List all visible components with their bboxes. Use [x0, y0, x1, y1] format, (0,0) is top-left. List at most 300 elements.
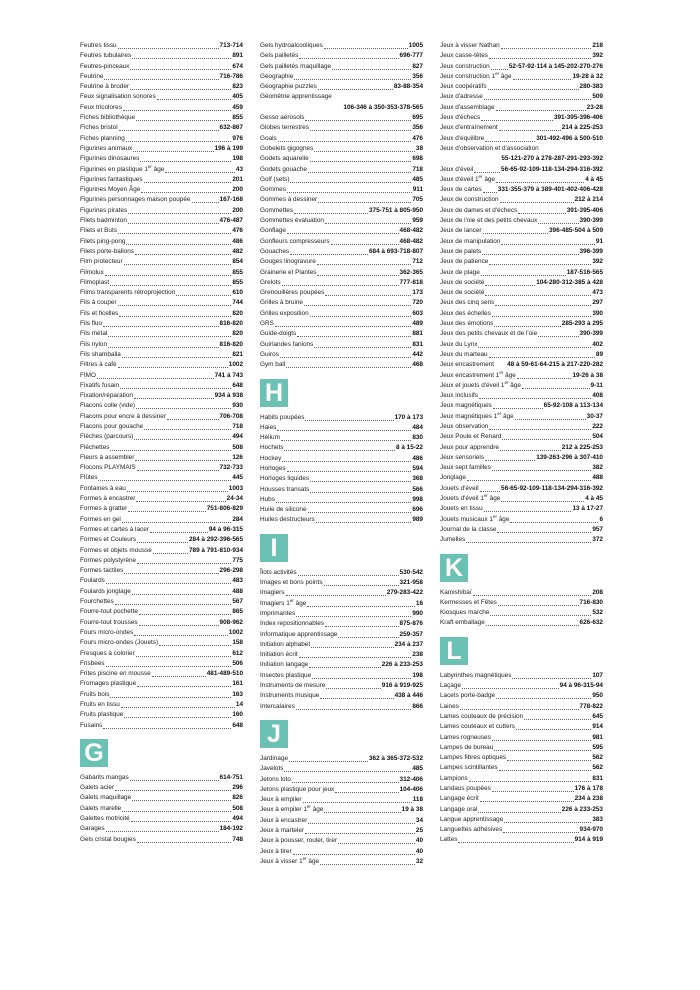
- entry-term: Hélium: [260, 434, 280, 442]
- entry-pages: 396-485-504 à 509: [548, 227, 603, 235]
- index-entry: [80, 638, 243, 648]
- entry-term: Filets et Buts: [80, 227, 117, 235]
- index-entry: [260, 495, 423, 505]
- index-entry: [80, 329, 243, 339]
- entry-term: Jeux inclusifs: [440, 392, 479, 400]
- entry-term: Films transparents rétroprojection: [80, 289, 176, 297]
- entry-pages: 52-57-92-114 à 145-202-270-276: [508, 62, 603, 70]
- entry-pages: 106-346 à 350-353-378-565: [343, 103, 423, 111]
- leader-dots: [500, 195, 574, 203]
- entry-term: Labyrinthes magnétiques: [440, 671, 512, 679]
- index-entry: [440, 432, 603, 442]
- leader-dots: [308, 165, 411, 173]
- entry-pages: 158: [232, 639, 243, 647]
- index-entry: [260, 72, 423, 82]
- index-entry: [260, 578, 423, 588]
- leader-dots: [501, 41, 592, 49]
- index-entry: [260, 113, 423, 123]
- entry-pages: 445: [232, 474, 243, 482]
- leader-dots: [299, 650, 412, 658]
- entry-term: Filets badminton: [80, 217, 127, 225]
- entry-pages: 696-777: [399, 52, 423, 60]
- leader-dots: [309, 660, 380, 668]
- entry-pages: 488: [592, 474, 603, 482]
- index-entry: [440, 72, 603, 82]
- entry-pages: 226 à 233-253: [561, 805, 603, 813]
- entry-term: Jeux Poule et Renard: [440, 433, 502, 441]
- leader-dots: [290, 175, 411, 183]
- entry-term: Gommettes évaluation: [260, 217, 324, 225]
- entry-term: Godets aquarelle: [260, 155, 309, 163]
- leader-dots: [139, 607, 231, 615]
- leader-dots: [462, 681, 559, 689]
- index-entry: [440, 743, 603, 753]
- entry-pages: 713-714: [219, 42, 243, 49]
- index-entry: [80, 443, 243, 453]
- entry-pages: 718: [232, 422, 243, 430]
- index-entry: [80, 504, 243, 514]
- leader-dots: [165, 165, 235, 173]
- entry-pages: 751-806-829: [206, 505, 243, 513]
- leader-dots: [307, 599, 415, 607]
- index-entry: [440, 237, 603, 247]
- index-entry: [260, 298, 423, 308]
- entry-term: Jeux casse-têtes: [440, 52, 488, 60]
- leader-dots: [134, 628, 228, 636]
- entry-pages: 279-283-422: [386, 589, 423, 597]
- index-entry: [80, 793, 243, 803]
- index-entry: [80, 618, 243, 628]
- entry-term: Imprimantes: [260, 609, 296, 617]
- index-entry: [80, 216, 243, 226]
- entry-term: Filmoplast: [80, 278, 110, 286]
- entry-term: Jeux de société: [440, 289, 485, 297]
- leader-dots: [485, 278, 535, 286]
- entry-term: Jeux d'assemblage: [440, 103, 495, 111]
- entry-term: Galets maquillage: [80, 794, 132, 802]
- entry-pages: 488: [232, 587, 243, 595]
- index-entry: [260, 630, 423, 640]
- index-entry: [260, 226, 423, 236]
- index-entry: [440, 473, 603, 483]
- entry-term: Jeux de lancer: [440, 227, 482, 235]
- entry-pages: 816-820: [219, 340, 243, 348]
- entry-term: Jeux des petits chevaux et de l'oie: [440, 330, 538, 338]
- entry-term: GRS: [260, 320, 274, 328]
- entry-term: Habits poupées: [260, 413, 305, 421]
- entry-term: Lampes fibres optiques: [440, 754, 507, 762]
- entry-term: Fontaines à eau: [80, 484, 126, 492]
- entry-term: Horloges liquides: [260, 475, 310, 483]
- entry-pages: 214 à 225-253: [561, 124, 603, 132]
- entry-pages: 459: [232, 103, 243, 111]
- index-entry: [260, 257, 423, 267]
- entry-pages: 34: [415, 816, 423, 824]
- entry-term: Flûtes: [80, 474, 98, 482]
- entry-pages: 594: [412, 464, 423, 472]
- entry-pages: 201: [232, 175, 243, 183]
- entry-term: Jeux encastrement: [440, 361, 494, 369]
- leader-dots: [287, 464, 412, 472]
- entry-pages: 648: [232, 721, 243, 729]
- entry-pages: 855: [232, 278, 243, 286]
- entry-pages: 508: [232, 804, 243, 812]
- index-entry: [80, 288, 243, 298]
- entry-pages: 914 à 919: [574, 836, 603, 844]
- leader-dots: [137, 679, 231, 687]
- leader-dots: [124, 566, 218, 574]
- leader-dots: [335, 785, 398, 793]
- leader-dots: [287, 226, 399, 234]
- index-entry: [80, 412, 243, 422]
- entry-term: Laçage: [440, 682, 461, 690]
- index-entry: [440, 588, 603, 598]
- leader-dots: [275, 319, 411, 327]
- entry-term: Galettes motricité: [80, 815, 130, 823]
- index-entry: [260, 515, 423, 525]
- entry-term: Gouges linogravure: [260, 258, 316, 266]
- index-entry: [440, 794, 603, 804]
- entry-pages: 831: [412, 340, 423, 348]
- section-letter-h: H: [260, 379, 288, 407]
- index-entry: [440, 288, 603, 298]
- leader-dots: [296, 609, 411, 617]
- index-entry: [260, 319, 423, 329]
- index-entry: [440, 691, 603, 701]
- entry-term: Jeux magnétiques: [440, 402, 492, 410]
- index-entry: [260, 185, 423, 195]
- index-entry: [80, 92, 243, 102]
- entry-term: Jeux de dames et d'échecs: [440, 206, 518, 214]
- leader-dots: [126, 134, 232, 142]
- entry-term: Javelots: [260, 765, 284, 773]
- entry-pages: 712: [412, 258, 423, 266]
- leader-dots: [308, 505, 412, 513]
- index-entry: [80, 226, 243, 236]
- entry-pages: 648: [232, 381, 243, 389]
- index-entry: [260, 702, 423, 712]
- index-entry: [440, 329, 603, 339]
- index-entry: [80, 123, 243, 133]
- entry-term: Fils à couper: [80, 299, 117, 307]
- entry-term: Jeux et jouets d'éveil 1er âge: [440, 379, 521, 389]
- entry-term: Guirlandes fanions: [260, 340, 314, 348]
- index-entry: [80, 432, 243, 442]
- leader-dots: [303, 795, 412, 803]
- leader-dots: [106, 576, 231, 584]
- entry-pages: 173: [412, 289, 423, 297]
- index-entry: [440, 391, 603, 401]
- entry-term: Lames couteaux de précision: [440, 712, 524, 720]
- index-entry: [260, 599, 423, 609]
- leader-dots: [103, 319, 219, 327]
- entry-pages: 167-168: [219, 196, 243, 204]
- entry-term: Figurines Moyen Âge: [80, 186, 141, 194]
- entry-term: Jouets d'éveil: [440, 484, 479, 492]
- entry-pages: 914: [592, 723, 603, 731]
- leader-dots: [493, 401, 543, 409]
- entry-term: Gym ball: [260, 361, 286, 369]
- leader-dots: [118, 226, 231, 234]
- leader-dots: [481, 113, 553, 121]
- entry-term: Jumelles: [440, 536, 466, 544]
- entry-pages: 482: [232, 247, 243, 255]
- entry-term: Fresques à colorier: [80, 649, 135, 657]
- index-entry: [80, 62, 243, 72]
- entry-term: Figurines fantastiques: [80, 175, 143, 183]
- index-entry: [80, 319, 243, 329]
- entry-pages: 854: [232, 258, 243, 266]
- entry-term: Jeux à tirer: [260, 847, 292, 855]
- entry-term: Huiles destructeurs: [260, 516, 315, 524]
- entry-term: Horloges: [260, 464, 286, 472]
- index-entry: [440, 598, 603, 608]
- leader-dots: [317, 257, 412, 265]
- index-entry: [440, 51, 603, 61]
- leader-dots: [278, 134, 412, 142]
- entry-term: Jardinage: [260, 754, 289, 762]
- entry-term: Foulards jonglage: [80, 587, 131, 595]
- index-entry: [80, 340, 243, 350]
- entry-pages: 562: [592, 764, 603, 772]
- index-entry: [440, 175, 603, 185]
- entry-pages: 1002: [228, 628, 243, 636]
- entry-term: Languettes adhésives: [440, 826, 503, 834]
- entry-pages: 16: [415, 599, 423, 607]
- entry-term: Fours micro-ondes: [80, 628, 134, 636]
- entry-pages: 391-395-396-406: [553, 114, 603, 122]
- entry-pages: 296-298: [219, 567, 243, 575]
- entry-pages: 566: [412, 485, 423, 493]
- entry-term: Jeux à visser Nathan: [440, 42, 500, 49]
- leader-dots: [515, 412, 586, 420]
- entry-pages: 40: [415, 847, 423, 855]
- index-entry: [260, 92, 423, 113]
- index-entry: [440, 340, 603, 350]
- entry-pages: 200: [232, 206, 243, 214]
- entry-term: Jeux de patience: [440, 258, 489, 266]
- leader-dots: [310, 485, 411, 493]
- entry-pages: 998: [412, 495, 423, 503]
- index-entry: [260, 847, 423, 857]
- entry-pages: 356: [412, 124, 423, 132]
- leader-dots: [297, 329, 411, 337]
- index-entry: [260, 134, 423, 144]
- leader-dots: [110, 278, 231, 286]
- entry-pages: 976: [232, 134, 243, 142]
- entry-term: Jeux encastrement 1er âge: [440, 369, 516, 379]
- entry-term: Flacons pour gouache: [80, 422, 144, 430]
- leader-dots: [280, 350, 412, 358]
- leader-dots: [491, 62, 508, 70]
- entry-pages: 234 à 237: [394, 640, 423, 648]
- index-entry: [440, 123, 603, 133]
- entry-term: Jeux observation: [440, 422, 489, 430]
- entry-term: Film protecteur: [80, 258, 123, 266]
- entry-term: Gels cristal bougies: [80, 835, 136, 843]
- entry-term: Jeux d'observation et d'association: [440, 144, 539, 152]
- leader-dots: [320, 857, 415, 865]
- index-entry: [80, 669, 243, 679]
- leader-dots: [518, 206, 566, 214]
- entry-pages: 83-88-354: [393, 83, 423, 91]
- entry-pages: 934 à 938: [214, 392, 243, 400]
- index-entry: [440, 618, 603, 628]
- entry-pages: 504: [592, 433, 603, 441]
- index-entry: [80, 51, 243, 61]
- entry-pages: 716-786: [219, 72, 243, 80]
- entry-term: Filets ping-pong: [80, 237, 126, 245]
- entry-pages: 284: [232, 515, 243, 523]
- leader-dots: [324, 578, 399, 586]
- entry-pages: 94 à 96-315-94: [559, 682, 603, 690]
- index-entry: [260, 413, 423, 423]
- entry-term: Jeux d'entraînement: [440, 124, 498, 132]
- entry-term: Fixation/réparation: [80, 392, 133, 400]
- entry-pages: 284 à 292-396-565: [188, 536, 243, 544]
- entry-pages: 402: [592, 340, 603, 348]
- leader-dots: [153, 546, 188, 554]
- entry-term: Flacons colle (vide): [80, 402, 136, 410]
- entry-term: Gouaches: [260, 247, 290, 255]
- entry-pages: 775: [232, 556, 243, 564]
- index-entry: [260, 41, 423, 51]
- leader-dots: [118, 41, 219, 49]
- entry-term: Géographie: [260, 72, 294, 80]
- entry-pages: 831: [592, 774, 603, 782]
- index-entry: [440, 835, 603, 845]
- leader-dots: [128, 216, 219, 224]
- leader-dots: [130, 773, 219, 781]
- entry-pages: 741 à 743: [214, 371, 243, 379]
- leader-dots: [106, 659, 232, 667]
- entry-pages: 94 à 96-315: [208, 525, 243, 533]
- leader-dots: [500, 443, 561, 451]
- index-entry: [80, 103, 243, 113]
- entry-pages: 855: [232, 114, 243, 122]
- entry-pages: 614-751: [219, 773, 243, 781]
- entry-term: Fils fluo: [80, 320, 103, 328]
- entry-pages: 830: [412, 434, 423, 442]
- index-entry: [260, 51, 423, 61]
- entry-term: Kamishibaï: [440, 588, 472, 596]
- index-entry: [440, 722, 603, 732]
- index-entry: [80, 515, 243, 525]
- entry-term: Jeux de société: [440, 278, 485, 286]
- leader-dots: [305, 826, 415, 834]
- index-entry: [80, 165, 243, 175]
- leader-dots: [473, 588, 592, 596]
- entry-term: Godets gouache: [260, 165, 307, 173]
- index-entry: [80, 804, 243, 814]
- entry-pages: 1002: [228, 361, 243, 369]
- index-entry: [80, 422, 243, 432]
- entry-pages: 392: [592, 52, 603, 60]
- leader-dots: [192, 195, 219, 203]
- entry-pages: 698: [412, 155, 423, 163]
- entry-pages: 990: [412, 609, 423, 617]
- leader-dots: [115, 597, 232, 605]
- index-entry: [440, 319, 603, 329]
- entry-term: Gommes: [260, 186, 286, 194]
- leader-dots: [311, 640, 393, 648]
- entry-pages: 481-489-510: [206, 670, 243, 678]
- entry-term: Lames rogneuses: [440, 733, 491, 741]
- entry-term: Grelots: [260, 278, 281, 286]
- leader-dots: [458, 835, 573, 843]
- leader-dots: [110, 443, 231, 451]
- entry-pages: 372: [592, 536, 603, 544]
- index-entry: [440, 608, 603, 618]
- index-entry: [260, 588, 423, 598]
- index-entry: [440, 195, 603, 205]
- leader-dots: [501, 494, 584, 502]
- index-entry: [260, 454, 423, 464]
- index-entry: [440, 134, 603, 144]
- leader-dots: [524, 712, 591, 720]
- leader-dots: [308, 816, 415, 824]
- entry-pages: 881: [412, 330, 423, 338]
- entry-pages: 9-11: [590, 381, 603, 389]
- entry-term: Hockey: [260, 454, 282, 462]
- index-entry: [260, 123, 423, 133]
- entry-pages: 296: [232, 784, 243, 792]
- index-entry: [440, 185, 603, 195]
- index-entry: [440, 226, 603, 236]
- index-entry: [440, 309, 603, 319]
- leader-dots: [139, 618, 219, 626]
- entry-pages: 891: [232, 52, 243, 60]
- index-entry: [260, 795, 423, 805]
- entry-term: Instruments musique: [260, 692, 320, 700]
- leader-dots: [294, 206, 368, 214]
- index-entry: [260, 62, 423, 72]
- leader-dots: [118, 298, 232, 306]
- entry-pages: 695: [412, 114, 423, 122]
- entry-pages: 612: [232, 649, 243, 657]
- entry-pages: 916 à 919-925: [381, 682, 423, 690]
- entry-term: Images et bons points: [260, 579, 323, 587]
- entry-pages: 285-293 à 295: [561, 320, 603, 328]
- index-entry: [80, 391, 243, 401]
- index-entry: [260, 785, 423, 795]
- entry-term: Jeux de plage: [440, 268, 480, 276]
- leader-dots: [128, 504, 206, 512]
- leader-dots: [496, 175, 584, 183]
- entry-term: Fils métal: [80, 330, 108, 338]
- entry-pages: 485: [412, 175, 423, 183]
- index-entry: [260, 237, 423, 247]
- index-entry: [440, 671, 603, 681]
- leader-dots: [159, 638, 231, 646]
- index-entry: [80, 371, 243, 381]
- index-entry: [80, 556, 243, 566]
- leader-dots: [478, 340, 591, 348]
- leader-dots: [108, 329, 231, 337]
- index-entry: [80, 494, 243, 504]
- leader-dots: [123, 103, 231, 111]
- index-entry: [260, 329, 423, 339]
- leader-dots: [140, 154, 231, 162]
- entry-term: Lames couteaux et cutters: [440, 723, 515, 731]
- entry-pages: 981: [592, 733, 603, 741]
- entry-pages: 25: [415, 827, 423, 834]
- leader-dots: [120, 381, 231, 389]
- index-entry: [80, 278, 243, 288]
- leader-dots: [478, 805, 560, 813]
- entry-term: Grainerie et Plantes: [260, 268, 317, 276]
- entry-pages: 56-65-92-109-118-134-294-316-392: [501, 484, 603, 492]
